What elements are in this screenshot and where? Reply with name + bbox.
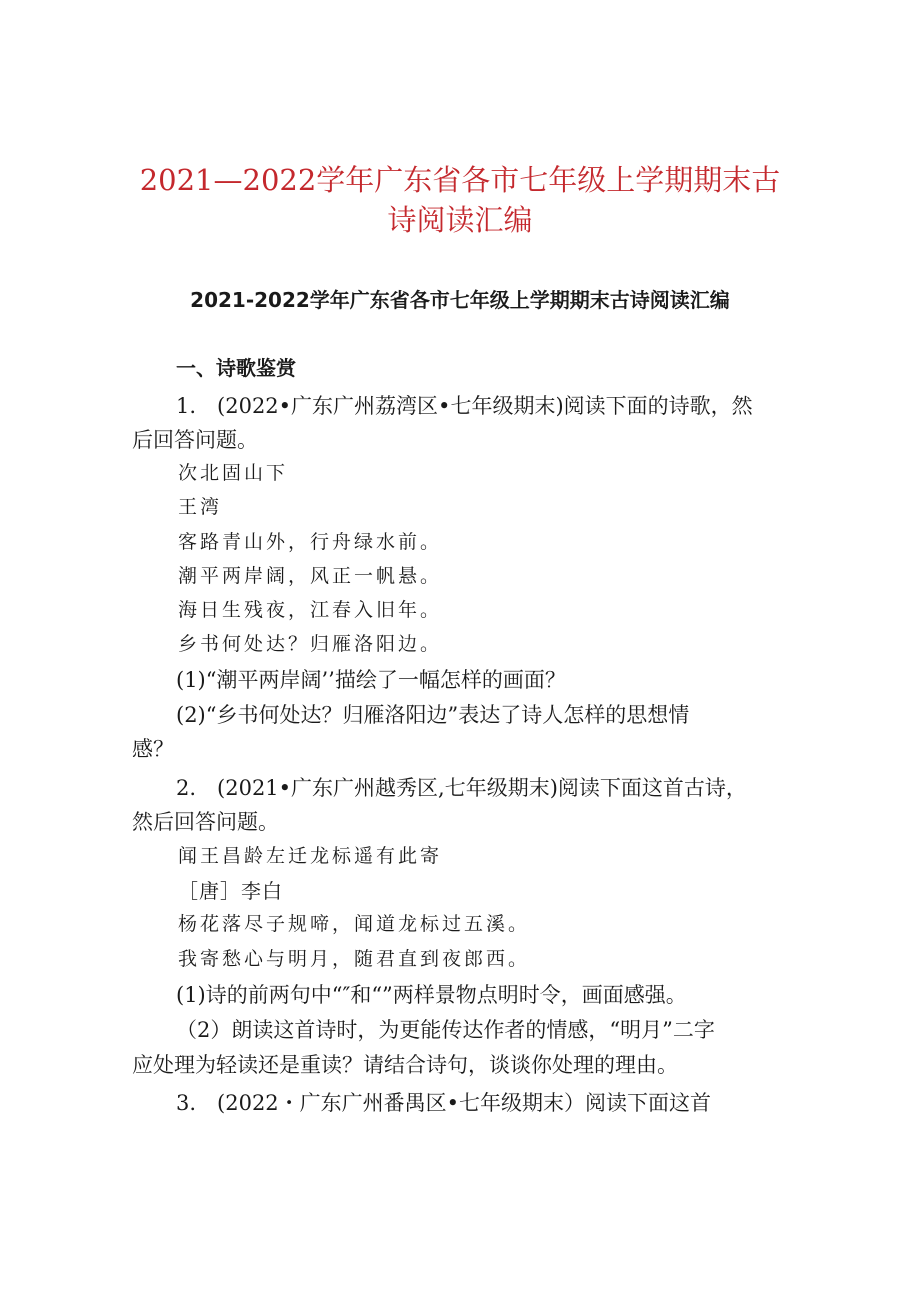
q1-poem-line: 海日生残夜，江春入旧年。	[178, 599, 443, 621]
document-subtitle: 2021-2022学年广东省各市七年级上学期期末古诗阅读汇编	[190, 288, 730, 312]
q2-prompt-line-2: 然后回答问题。	[132, 810, 279, 834]
q1-sub-question-2-line-2: 感？	[132, 737, 174, 761]
document-title-line-2: 诗阅读汇编	[387, 203, 533, 237]
q2-poem-author: ［唐］李白	[178, 879, 283, 903]
q1-sub-question-1: (1)“潮平两岸阔’’描绘了一幅怎样的画面？	[176, 668, 566, 692]
q1-poem-author: 王湾	[178, 496, 223, 518]
q2-sub-question-2-line-1: （2）朗读这首诗时，为更能传达作者的情感，“明月”二字	[176, 1018, 715, 1042]
q3-prompt-line-1: 3. (2022・广东广州番禺区•七年级期末）阅读下面这首	[176, 1091, 712, 1115]
section-heading: 一、诗歌鉴赏	[176, 356, 296, 380]
q2-sub-question-2-line-2: 应处理为轻读还是重读？请结合诗句，谈谈你处理的理由。	[132, 1053, 678, 1077]
q2-sub-question-1: (1)诗的前两句中“″和“”两样景物点明时令，画面感强。	[176, 983, 687, 1007]
q2-prompt-line-1: 2. (2021•广东广州越秀区,七年级期末)阅读下面这首古诗，	[176, 776, 747, 800]
q2-poem-title: 闻王昌龄左迁龙标遥有此寄	[178, 845, 443, 867]
q1-prompt-line-2: 后回答问题。	[132, 428, 258, 452]
document-title-line-1: 2021—2022学年广东省各市七年级上学期期末古	[139, 163, 781, 197]
q1-prompt-line-1: 1. (2022•广东广州荔湾区•七年级期末)阅读下面的诗歌，然	[176, 394, 753, 418]
q1-poem-line: 客路青山外，行舟绿水前。	[178, 531, 443, 553]
q2-poem-line: 我寄愁心与明月，随君直到夜郎西。	[178, 948, 531, 970]
q1-poem-title: 次北固山下	[178, 462, 289, 484]
q1-poem-line: 潮平两岸阔，风正一帆悬。	[178, 565, 443, 587]
q1-sub-question-2-line-1: (2)“乡书何处达？归雁洛阳边”表达了诗人怎样的思想情	[176, 703, 690, 727]
q1-poem-line: 乡书何处达？归雁洛阳边。	[178, 633, 443, 655]
q2-poem-line: 杨花落尽子规啼，闻道龙标过五溪。	[178, 913, 531, 935]
